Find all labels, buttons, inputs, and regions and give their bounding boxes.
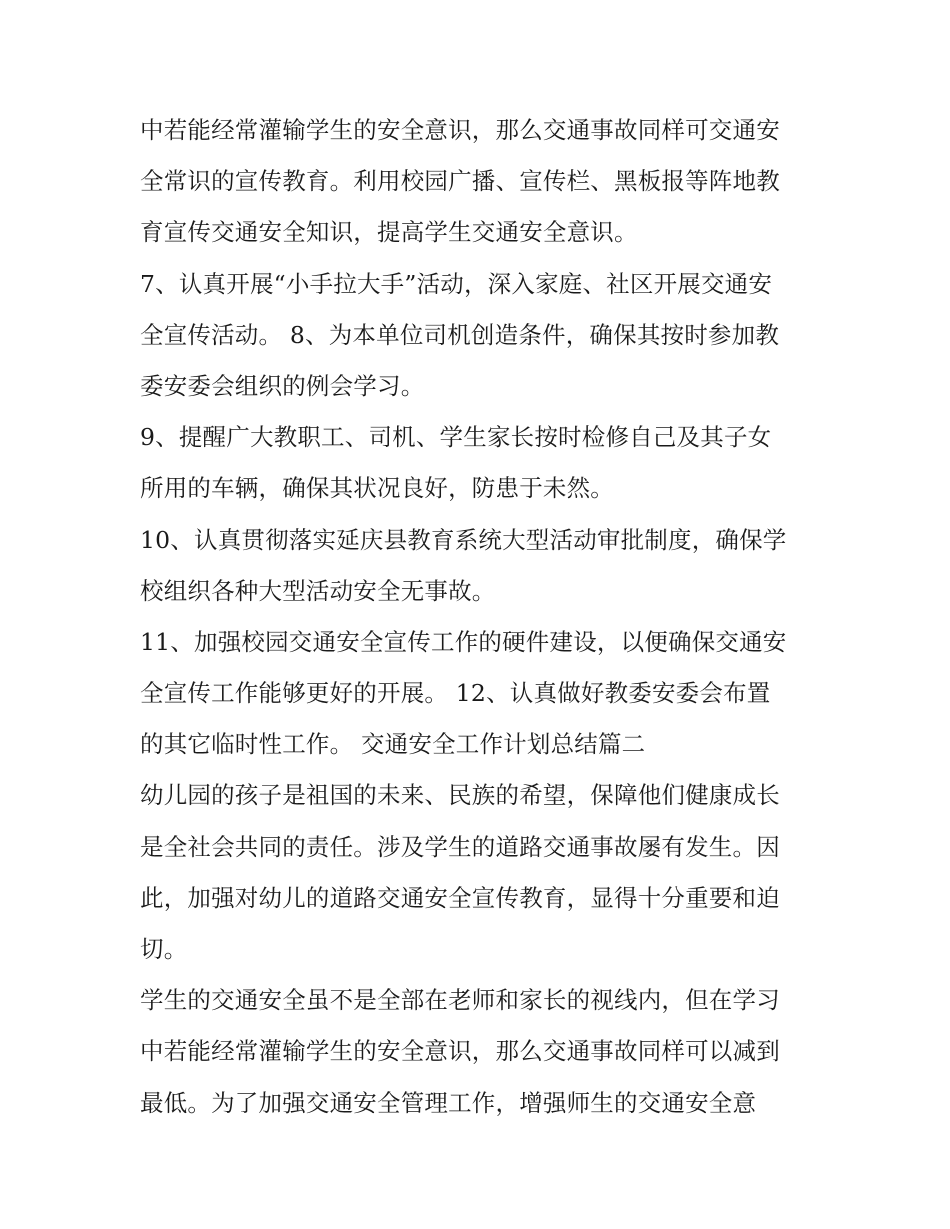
text-line: 育宣传交通安全知识，提高学生交通安全意识。 bbox=[140, 218, 638, 247]
text-line: 11、加强校园交通安全宣传工作的硬件建设，以便确保交通安 bbox=[140, 627, 787, 656]
text-line: 全宣传活动。 8、为本单位司机创造条件，确保其按时参加教 bbox=[140, 320, 780, 349]
text-line: 全常识的宣传教育。利用校园广播、宣传栏、黑板报等阵地教 bbox=[140, 167, 780, 196]
document-body bbox=[140, 105, 840, 1129]
text-line: 校组织各种大型活动安全无事故。 bbox=[140, 576, 496, 605]
text-line: 最低。为了加强交通安全管理工作，增强师生的交通安全意 bbox=[140, 1088, 757, 1117]
text-line: 幼儿园的孩子是祖国的未来、民族的希望，保障他们健康成长 bbox=[140, 781, 780, 810]
text-line: 的其它临时性工作。 交通安全工作计划总结篇二 bbox=[140, 730, 646, 759]
text-line: 中若能经常灌输学生的安全意识，那么交通事故同样可交通安 bbox=[140, 116, 780, 144]
text-line: 此，加强对幼儿的道路交通安全宣传教育，显得十分重要和迫 bbox=[140, 883, 780, 912]
text-line: 委安委会组织的例会学习。 bbox=[140, 371, 425, 400]
text-line: 9、提醒广大教职工、司机、学生家长按时检修自己及其子女 bbox=[140, 423, 772, 452]
text-line: 7、认真开展“小手拉大手”活动，深入家庭、社区开展交通安 bbox=[140, 269, 773, 298]
text-line: 全宣传工作能够更好的开展。 12、认真做好教委安委会布置 bbox=[140, 679, 771, 708]
text-line: 学生的交通安全虽不是全部在老师和家长的视线内，但在学习 bbox=[140, 986, 780, 1015]
text-line: 中若能经常灌输学生的安全意识，那么交通事故同样可以减到 bbox=[140, 1037, 780, 1066]
text-line: 是全社会共同的责任。涉及学生的道路交通事故屡有发生。因 bbox=[140, 832, 780, 861]
text-line: 切。 bbox=[140, 935, 188, 963]
text-line: 所用的车辆，确保其状况良好，防患于未然。 bbox=[140, 474, 614, 503]
text-line: 10、认真贯彻落实延庆县教育系统大型活动审批制度，确保学 bbox=[140, 525, 787, 554]
